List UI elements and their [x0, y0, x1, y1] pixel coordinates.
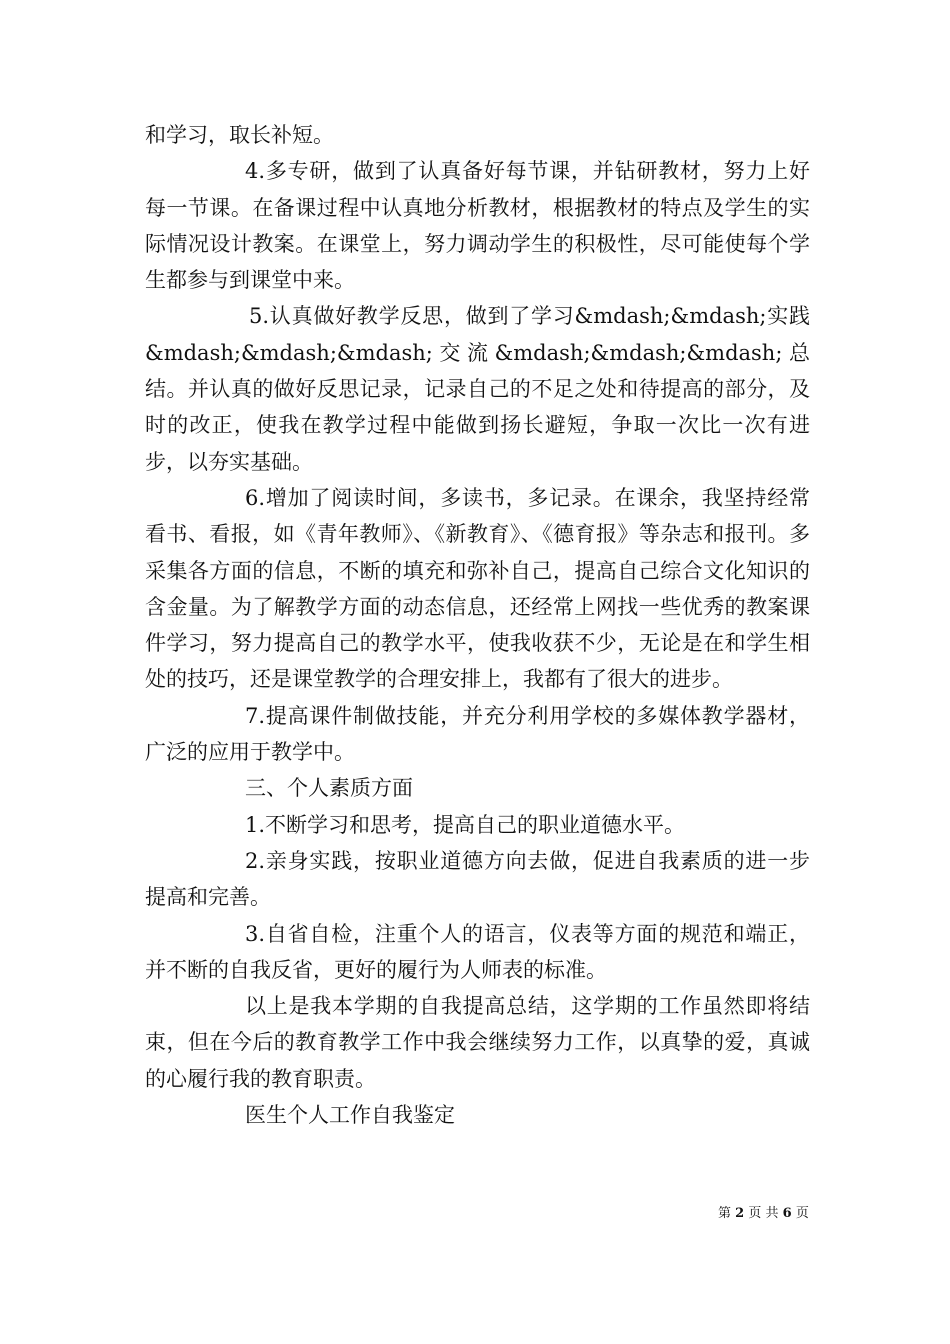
footer-total-pages: 6 — [782, 1206, 792, 1221]
paragraph-item-6: 6.增加了阅读时间，多读书，多记录。在课余，我坚持经常看书、看报，如《青年教师》、《新教育》、《德育报》等杂志和报刊。多采集各方面的信息，不断的填充和弥补自己，提高自己综合文化知识的含金量。为了解教学方面的动态信息，还经常上网找一些优秀的教案课件学习，努力提高自己的教学水平，使我收获不少，无论是在和学生相处的技巧，还是课堂教学的合理安排上，我都有了很大的进步。 — [145, 485, 810, 692]
document-body — [145, 117, 810, 1133]
footer-suffix: 页 — [795, 1206, 809, 1221]
paragraph-item-7: 7.提高课件制做技能，并充分利用学校的多媒体教学器材，广泛的应用于教学中。 — [145, 703, 810, 765]
paragraph-conclusion: 以上是我本学期的自我提高总结，这学期的工作虽然即将结束，但在今后的教育教学工作中我会继续努力工作，以真挚的爱，真诚的心履行我的教育职责。 — [145, 994, 810, 1091]
paragraph-quality-2: 2.亲身实践，按职业道德方向去做，促进自我素质的进一步提高和完善。 — [145, 848, 810, 910]
paragraph-item-5: 5.认真做好教学反思，做到了学习&mdash;&mdash;实践&mdash;&mdash;&mdash;交流&mdash;&mdash;&mdash;总结。并认真的做好反思记录，记录自己的不足之处和待提高的部分，及时的改正，使我在教学过程中能做到扬长避短，争取一次比一次有进步，以夯实基础。 — [145, 304, 810, 474]
footer-prefix: 第 — [718, 1206, 732, 1221]
footer-current-page: 2 — [735, 1206, 745, 1221]
footer-middle: 页 共 — [748, 1206, 779, 1221]
page-footer — [718, 1202, 809, 1221]
paragraph-quality-3: 3.自省自检，注重个人的语言，仪表等方面的规范和端正，并不断的自我反省，更好的履行为人师表的标准。 — [145, 921, 810, 982]
next-article-title: 医生个人工作自我鉴定 — [245, 1103, 455, 1128]
paragraph-item-4: 4.多专研，做到了认真备好每节课，并钻研教材，努力上好每一节课。在备课过程中认真地分析教材，根据教材的特点及学生的实际情况设计教案。在课堂上，努力调动学生的积极性，尽可能使每个学生都参与到课堂中来。 — [145, 159, 810, 293]
paragraph-continuation: 和学习，取长补短。 — [145, 123, 334, 147]
paragraph-quality-1: 1.不断学习和思考，提高自己的职业道德水平。 — [245, 812, 686, 837]
section-heading-personal-quality: 三、个人素质方面 — [245, 776, 413, 801]
